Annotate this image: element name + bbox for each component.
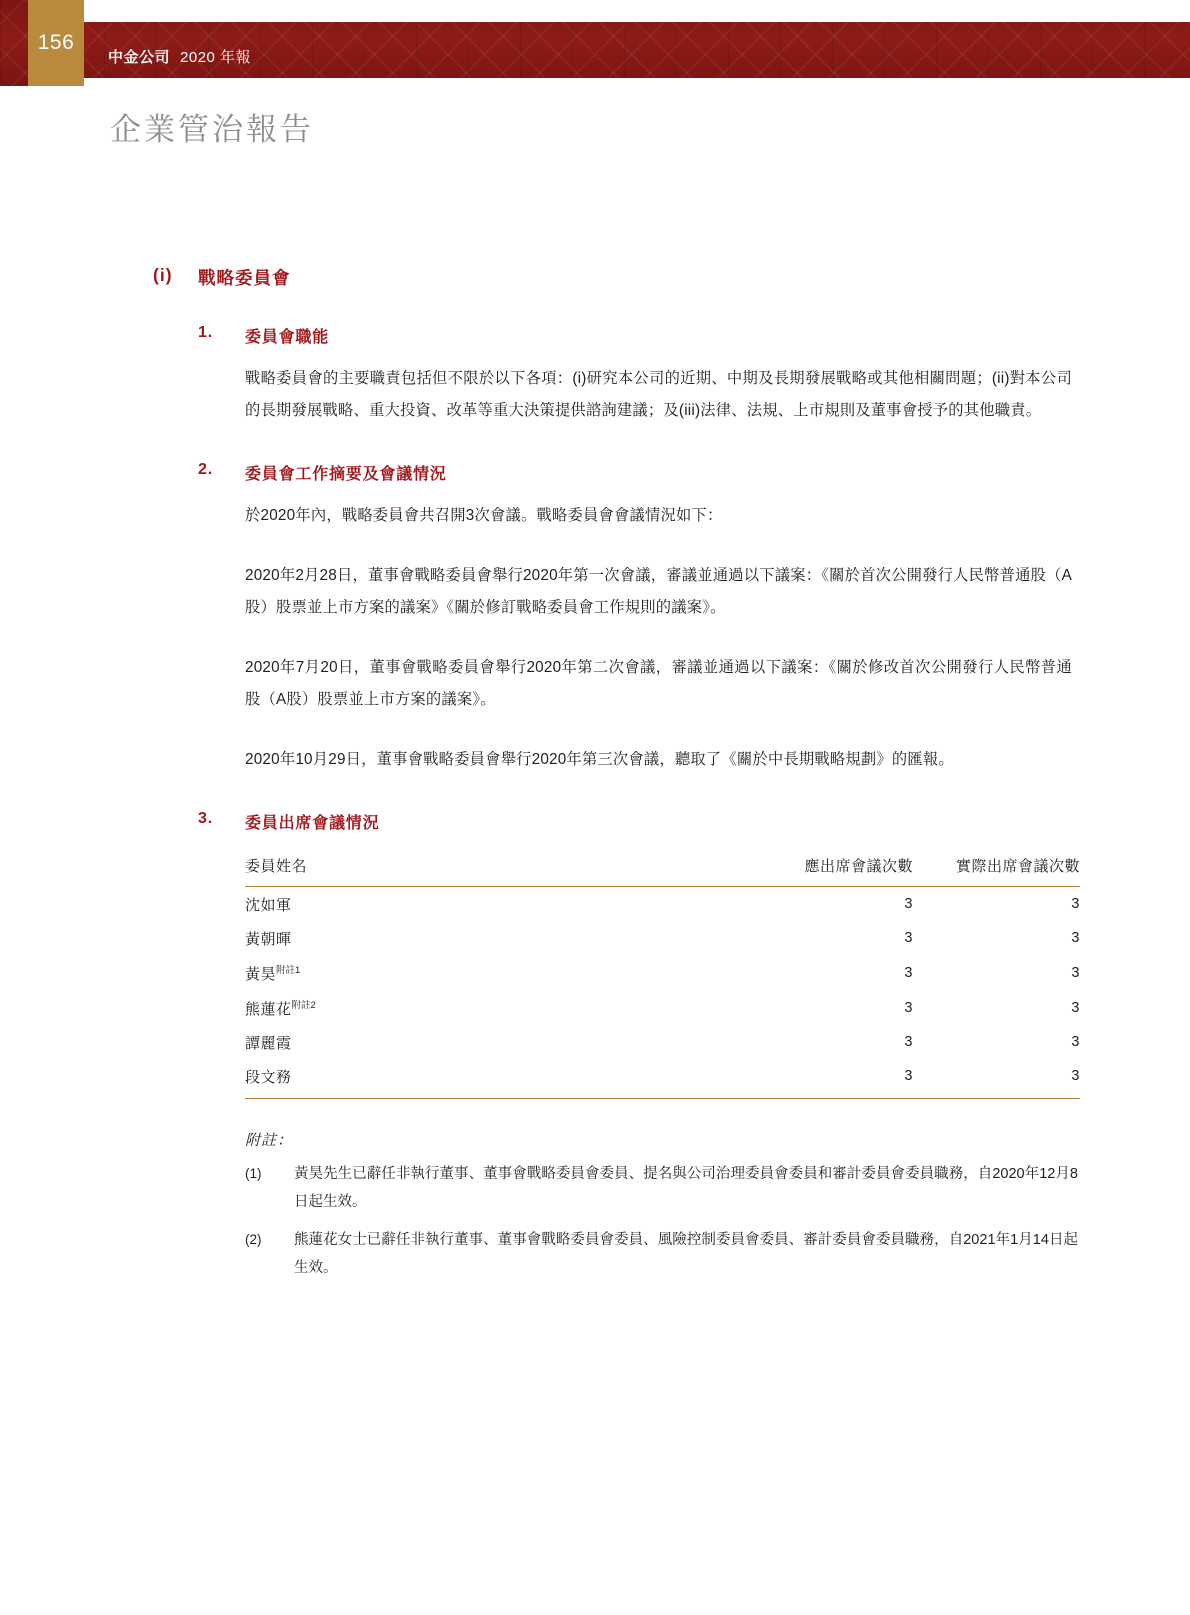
section-heading-strategy-committee: [153, 265, 1190, 290]
subsection-heading-work-summary: [198, 461, 1190, 484]
member-name: 譚麗霞: [245, 1034, 292, 1052]
header-top-strip: [84, 0, 1190, 22]
member-actual-cell: 3: [1071, 930, 1080, 946]
header-report-year: 2020 年報: [180, 49, 252, 66]
paragraph-meetings-intro: 於2020年內，戰略委員會共召開3次會議。戰略委員會會議情況如下：: [245, 507, 723, 524]
subsection-heading-attendance: [198, 810, 1190, 833]
subsection-title: 委員會工作摘要及會議情況: [245, 466, 447, 483]
header-company-name: 中金公司: [108, 49, 171, 66]
footnote-text: 黃昊先生已辭任非執行董事、董事會戰略委員會委員、提名與公司治理委員會委員和審計委員會委員職務，自2020年12月8日起生效。: [294, 1165, 1078, 1210]
subsection-marker: 3.: [198, 810, 213, 827]
member-due-cell: 3: [904, 999, 913, 1016]
member-actual-cell: 3: [913, 1059, 1080, 1098]
member-actual-cell: 3: [1071, 999, 1080, 1016]
footnotes-title: 附註：: [245, 1131, 294, 1149]
page-content: [0, 265, 1190, 1282]
member-name: 沈如軍: [245, 896, 292, 914]
member-name-cell: [245, 1059, 729, 1098]
footnote-item: [245, 1160, 1078, 1216]
table-row: [245, 1025, 1080, 1059]
member-name-cell: [245, 990, 729, 1025]
header-bottom-strip: [84, 78, 1190, 86]
header-running-title: [108, 46, 251, 67]
member-due-cell: 3: [904, 930, 913, 946]
table-row: [245, 921, 1080, 955]
member-name: 熊蓮花: [245, 1000, 292, 1018]
table-row: [245, 990, 1080, 1025]
attendance-table: [245, 855, 1080, 1099]
member-name: 黃昊: [245, 965, 277, 983]
table-header-row: [245, 855, 1080, 887]
member-name-cell: [245, 1025, 729, 1059]
member-name-cell: [245, 921, 729, 955]
member-name-cell: [245, 887, 729, 922]
member-note-ref: 附註2: [291, 999, 316, 1011]
footnote-item: [245, 1226, 1078, 1282]
subsection-title: 委員出席會議情況: [245, 815, 380, 832]
table-header-due: 應出席會議次數: [729, 855, 913, 887]
table-row: [245, 887, 1080, 922]
footnote-marker: (2): [245, 1231, 262, 1247]
member-due-cell: 3: [729, 1059, 913, 1098]
subsection-marker: 1.: [198, 324, 213, 341]
attendance-table-body: [245, 887, 1080, 1099]
subsection-heading-functions: [198, 324, 1190, 347]
subsection-marker: 2.: [198, 461, 213, 478]
member-due-cell: 3: [904, 1034, 913, 1050]
page-header: [0, 0, 1190, 86]
page-number-badge: 156: [28, 0, 84, 86]
paragraph-meeting-1: 2020年2月28日，董事會戰略委員會舉行2020年第一次會議，審議並通過以下議案：《關於首次公開發行人民幣普通股（A股）股票並上市方案的議案》《關於修訂戰略委員會工作規則的議案》。: [245, 567, 1072, 616]
member-actual-cell: 3: [1071, 1034, 1080, 1050]
member-actual-cell: 3: [1071, 896, 1080, 912]
member-due-cell: 3: [904, 896, 913, 912]
table-row: [245, 955, 1080, 990]
table-header-name: 委員姓名: [245, 855, 729, 887]
member-note-ref: 附註1: [276, 964, 301, 976]
member-due-cell: 3: [904, 964, 913, 981]
attendance-table-wrapper: [245, 855, 1080, 1099]
section-marker: (i): [153, 265, 173, 285]
paragraph-meeting-3: 2020年10月29日，董事會戰略委員會舉行2020年第三次會議，聽取了《關於中長期戰略規劃》的匯報。: [245, 751, 954, 768]
footnote-text: 熊蓮花女士已辭任非執行董事、董事會戰略委員會委員、風險控制委員會委員、審計委員會委員職務，自2021年1月14日起生效。: [294, 1231, 1078, 1276]
table-header-actual: 實際出席會議次數: [913, 855, 1080, 887]
paragraph-meeting-2: 2020年7月20日，董事會戰略委員會舉行2020年第二次會議，審議並通過以下議案：《關於修改首次公開發行人民幣普通股（A股）股票並上市方案的議案》。: [245, 659, 1072, 708]
member-name: 段文務: [245, 1068, 292, 1086]
member-name: 黃朝暉: [245, 930, 292, 948]
table-row: [245, 1059, 1080, 1098]
section-title: 戰略委員會: [198, 268, 291, 288]
page-title: 企業管治報告: [110, 112, 314, 148]
member-actual-cell: 3: [1071, 964, 1080, 981]
paragraph-functions: 戰略委員會的主要職責包括但不限於以下各項：(i)研究本公司的近期、中期及長期發展戰略或其他相關問題；(ii)對本公司的長期發展戰略、重大投資、改革等重大決策提供諮詢建議；及(iii)法律、法規、上市規則及董事會授予的其他職責。: [245, 370, 1072, 419]
subsection-title: 委員會職能: [245, 329, 330, 346]
member-name-cell: [245, 955, 729, 990]
footnote-marker: (1): [245, 1165, 262, 1181]
